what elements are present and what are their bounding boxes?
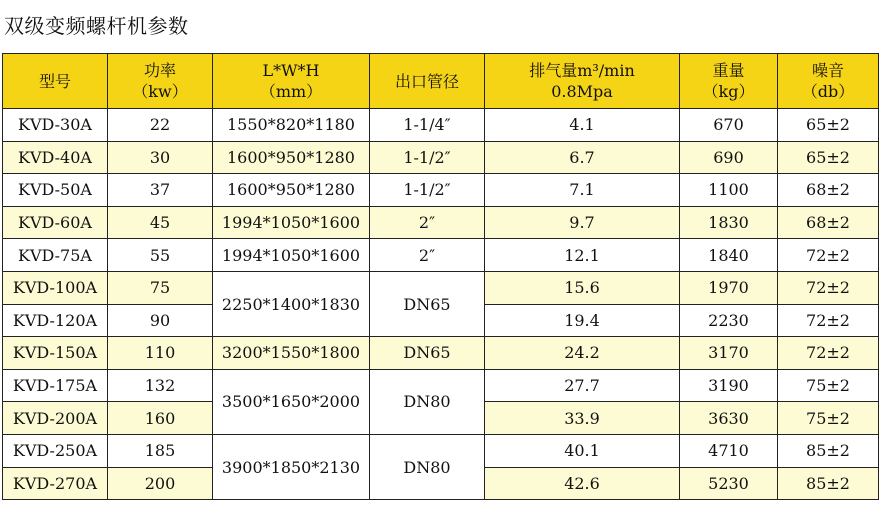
table-row xyxy=(3,271,879,304)
cell-power: 22 xyxy=(108,109,213,142)
header-weight-label: 重量 xyxy=(712,61,745,80)
cell-weight: 4710 xyxy=(680,434,778,467)
cell-model: KVD-30A xyxy=(3,109,108,142)
cell-power: 37 xyxy=(108,174,213,207)
cell-noise: 72±2 xyxy=(778,337,879,370)
cell-model: KVD-60A xyxy=(3,206,108,239)
cell-noise: 75±2 xyxy=(778,402,879,435)
cell-model: KVD-120A xyxy=(3,304,108,337)
spec-table xyxy=(2,53,879,500)
cell-air: 42.6 xyxy=(485,467,680,500)
cell-air: 7.1 xyxy=(485,174,680,207)
cell-power: 200 xyxy=(108,467,213,500)
cell-noise: 75±2 xyxy=(778,369,879,402)
cell-dims: 3200*1550*1800 xyxy=(213,337,370,370)
cell-outlet: 1-1/4″ xyxy=(370,109,485,142)
cell-dims: 1600*950*1280 xyxy=(213,174,370,207)
table-row xyxy=(3,239,879,272)
header-air xyxy=(485,54,680,109)
cell-noise: 65±2 xyxy=(778,109,879,142)
cell-air: 33.9 xyxy=(485,402,680,435)
cell-weight: 670 xyxy=(680,109,778,142)
cell-noise: 72±2 xyxy=(778,271,879,304)
cell-dims: 1600*950*1280 xyxy=(213,141,370,174)
header-noise-unit: （db） xyxy=(801,82,855,101)
cell-noise: 65±2 xyxy=(778,141,879,174)
cell-outlet: 2″ xyxy=(370,239,485,272)
cell-air: 6.7 xyxy=(485,141,680,174)
cell-model: KVD-100A xyxy=(3,271,108,304)
cell-weight: 3630 xyxy=(680,402,778,435)
cell-model: KVD-50A xyxy=(3,174,108,207)
cell-weight: 2230 xyxy=(680,304,778,337)
table-row xyxy=(3,109,879,142)
cell-air: 4.1 xyxy=(485,109,680,142)
cell-noise: 68±2 xyxy=(778,174,879,207)
cell-power: 45 xyxy=(108,206,213,239)
cell-outlet: DN65 xyxy=(370,337,485,370)
header-air-pressure: 0.8Mpa xyxy=(551,82,613,101)
cell-weight: 3170 xyxy=(680,337,778,370)
cell-weight: 1970 xyxy=(680,271,778,304)
cell-model: KVD-250A xyxy=(3,434,108,467)
cell-model: KVD-175A xyxy=(3,369,108,402)
cell-air: 9.7 xyxy=(485,206,680,239)
header-dims-label: L*W*H xyxy=(262,61,320,80)
cell-weight: 690 xyxy=(680,141,778,174)
cell-model: KVD-40A xyxy=(3,141,108,174)
table-row xyxy=(3,174,879,207)
cell-power: 160 xyxy=(108,402,213,435)
header-dims xyxy=(213,54,370,109)
cell-dims: 1994*1050*1600 xyxy=(213,239,370,272)
cell-power: 132 xyxy=(108,369,213,402)
table-row xyxy=(3,141,879,174)
cell-dims: 3900*1850*2130 xyxy=(213,434,370,499)
cell-air: 24.2 xyxy=(485,337,680,370)
header-air-label: 排气量m³/min xyxy=(529,61,635,80)
table-row xyxy=(3,434,879,467)
cell-weight: 1830 xyxy=(680,206,778,239)
header-power-label: 功率 xyxy=(143,61,176,80)
header-power xyxy=(108,54,213,109)
cell-weight: 5230 xyxy=(680,467,778,500)
cell-dims: 1994*1050*1600 xyxy=(213,206,370,239)
cell-dims: 2250*1400*1830 xyxy=(213,271,370,336)
cell-weight: 1840 xyxy=(680,239,778,272)
header-model: 型号 xyxy=(3,54,108,109)
cell-air: 12.1 xyxy=(485,239,680,272)
cell-air: 27.7 xyxy=(485,369,680,402)
header-power-unit: （kw） xyxy=(132,82,188,101)
cell-power: 30 xyxy=(108,141,213,174)
cell-outlet: 1-1/2″ xyxy=(370,141,485,174)
cell-noise: 72±2 xyxy=(778,239,879,272)
cell-noise: 68±2 xyxy=(778,206,879,239)
header-dims-unit: （mm） xyxy=(259,82,323,101)
cell-power: 55 xyxy=(108,239,213,272)
cell-air: 15.6 xyxy=(485,271,680,304)
table-row xyxy=(3,337,879,370)
cell-weight: 3190 xyxy=(680,369,778,402)
cell-dims: 3500*1650*2000 xyxy=(213,369,370,434)
page-title: 双级变频螺杆机参数 xyxy=(4,14,189,38)
cell-noise: 85±2 xyxy=(778,467,879,500)
cell-power: 185 xyxy=(108,434,213,467)
cell-air: 19.4 xyxy=(485,304,680,337)
cell-outlet: 1-1/2″ xyxy=(370,174,485,207)
cell-air: 40.1 xyxy=(485,434,680,467)
cell-power: 75 xyxy=(108,271,213,304)
cell-outlet: DN80 xyxy=(370,369,485,434)
header-noise xyxy=(778,54,879,109)
header-weight-unit: （kg） xyxy=(702,82,755,101)
header-row xyxy=(3,54,879,109)
cell-model: KVD-150A xyxy=(3,337,108,370)
cell-weight: 1100 xyxy=(680,174,778,207)
cell-outlet: 2″ xyxy=(370,206,485,239)
cell-power: 90 xyxy=(108,304,213,337)
cell-dims: 1550*820*1180 xyxy=(213,109,370,142)
table-row xyxy=(3,369,879,402)
header-outlet: 出口管径 xyxy=(370,54,485,109)
cell-noise: 85±2 xyxy=(778,434,879,467)
header-weight xyxy=(680,54,778,109)
cell-outlet: DN65 xyxy=(370,271,485,336)
cell-model: KVD-200A xyxy=(3,402,108,435)
cell-model: KVD-270A xyxy=(3,467,108,500)
cell-power: 110 xyxy=(108,337,213,370)
table-row xyxy=(3,206,879,239)
cell-outlet: DN80 xyxy=(370,434,485,499)
cell-model: KVD-75A xyxy=(3,239,108,272)
header-noise-label: 噪音 xyxy=(811,61,844,80)
cell-noise: 72±2 xyxy=(778,304,879,337)
